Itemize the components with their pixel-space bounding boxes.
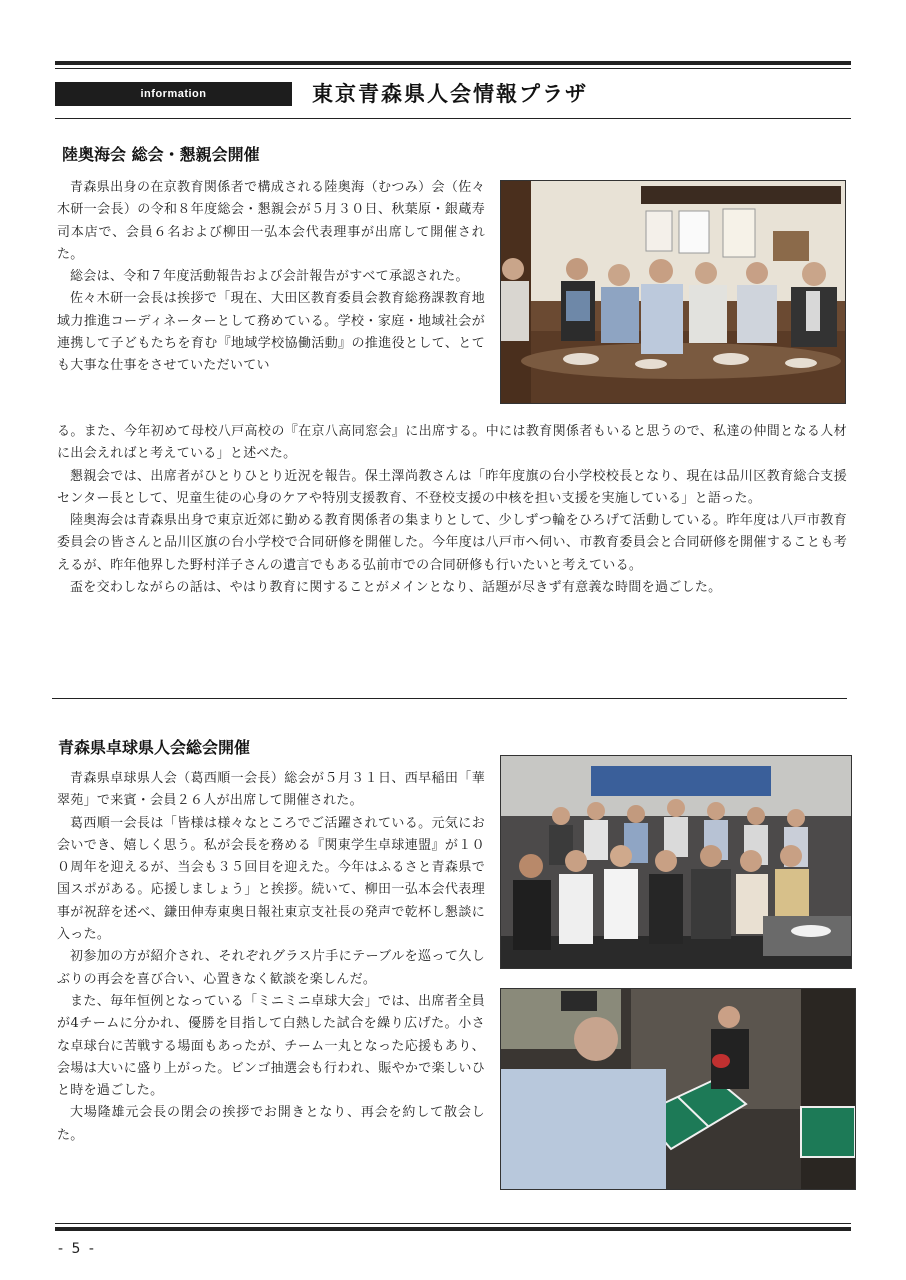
article2-group-photo bbox=[500, 755, 852, 969]
article2-title: 青森県卓球県人会総会開催 bbox=[58, 738, 251, 757]
article2-paragraph: 青森県卓球県人会（葛西順一会長）総会が５月３１日、西早稲田「華翠苑」で来賓・会員２６人が出席して開催された。 bbox=[57, 771, 485, 809]
article1-paragraph: 佐々木研一会長は挨拶で「現在、大田区教育委員会教育総務課教育地域力推進コーディネーターとして務めている。学校・家庭・地域社会が連携して子どもたちを育む『地域学校協働活動』の推進役として、とても大事な仕事をさせていただいてい bbox=[57, 291, 485, 374]
article1-title: 陸奥海会 総会・懇親会開催 bbox=[62, 145, 260, 164]
footer-rule-thick bbox=[55, 1227, 851, 1231]
article2-table-tennis-photo bbox=[500, 988, 856, 1190]
article1-paragraph: 懇親会では、出席者がひとりひとり近況を報告。保土澤尚教さんは「昨年度旗の台小学校校長となり、現在は品川区教育総合支援センター長として、児童生徒の心身のケアや特別支援教育、不登校支援の中核を担い支援を実施している」と語った。 bbox=[57, 468, 847, 506]
article2-body bbox=[57, 768, 485, 1147]
article1-paragraph-continued: る。また、今年初めて母校八戸高校の『在京八高同窓会』に出席する。中には教育関係者もいると思うので、私達の仲間となる人材に出会えればと考えている」と述べた。 bbox=[57, 424, 847, 462]
page-number: - 5 - bbox=[58, 1241, 96, 1257]
article2-paragraph: 葛西順一会長は「皆様は様々なところでご活躍されている。元気にお会いでき、嬉しく思う。私が会長を務める『関東学生卓球連盟』が１００周年を迎えるが、当会も３５回目を迎えた。今年はふるさと青森県で国スポがある。応援しましょう」と挨拶。続いて、柳田一弘本会代表理事が祝辞を述べ、鎌田伸寿東奥日報社東京支社長の発声で乾杯し懇談に入った。 bbox=[57, 815, 485, 943]
header-top-rule-thick bbox=[55, 61, 851, 65]
article2-paragraph: また、毎年恒例となっている「ミニミニ卓球大会」では、出席者全員が4チームに分かれ、優勝を目指して白熱した試合を繰り広げた。小さな卓球台に苦戦する場面もあったが、チーム一丸となった応援もあり、会場は大いに盛り上がった。ビンゴ抽選会も行われ、賑やかで楽しいひと時を過ごした。 bbox=[57, 993, 485, 1099]
mini-table-tennis-photo-illustration bbox=[501, 989, 855, 1189]
section-divider bbox=[52, 698, 847, 699]
article1-group-photo bbox=[500, 180, 846, 404]
header-top-rule-thin bbox=[55, 68, 851, 69]
footer-rule-thin bbox=[55, 1223, 851, 1224]
article1-paragraph: 盃を交わしながらの話は、やはり教育に関することがメインとなり、話題が尽きず有意義な時間を過ごした。 bbox=[70, 580, 722, 596]
page-title: 東京青森県人会情報プラザ bbox=[312, 81, 588, 106]
article1-body-bottom bbox=[57, 421, 847, 599]
information-badge: information bbox=[55, 82, 292, 106]
article1-paragraph: 陸奥海会は青森県出身で東京近郊に勤める教育関係者の集まりとして、少しずつ輪をひろげて活動している。昨年度は八戸市教育委員会の皆さんと品川区旗の台小学校で合同研修を開催した。今年度は八戸市へ伺い、市教育委員会と合同研修を開催することも考えるが、昨年他界した野村洋子さんの遺言でもある弘前市での合同研修も行いたいと考えている。 bbox=[57, 513, 847, 573]
article2-paragraph: 初参加の方が紹介され、それぞれグラス片手にテーブルを巡って久しぶりの再会を喜び合い、心置きなく歓談を楽しんだ。 bbox=[57, 949, 485, 987]
table-tennis-group-photo-illustration bbox=[501, 756, 851, 968]
article1-body-top bbox=[57, 177, 485, 378]
article1-paragraph: 総会は、令和７年度活動報告および会計報告がすべて承認された。 bbox=[70, 269, 469, 285]
article1-paragraph: 青森県出身の在京教育関係者で構成される陸奥海（むつみ）会（佐々木研一会長）の令和８年度総会・懇親会が５月３０日、秋葉原・銀蔵寿司本店で、会員６名および柳田一弘本会代表理事が出席して開催された。 bbox=[57, 180, 485, 262]
restaurant-group-photo-illustration bbox=[501, 181, 845, 403]
header-bottom-rule bbox=[55, 118, 851, 119]
article2-paragraph: 大場隆雄元会長の閉会の挨拶でお開きとなり、再会を約して散会した。 bbox=[57, 1105, 485, 1143]
